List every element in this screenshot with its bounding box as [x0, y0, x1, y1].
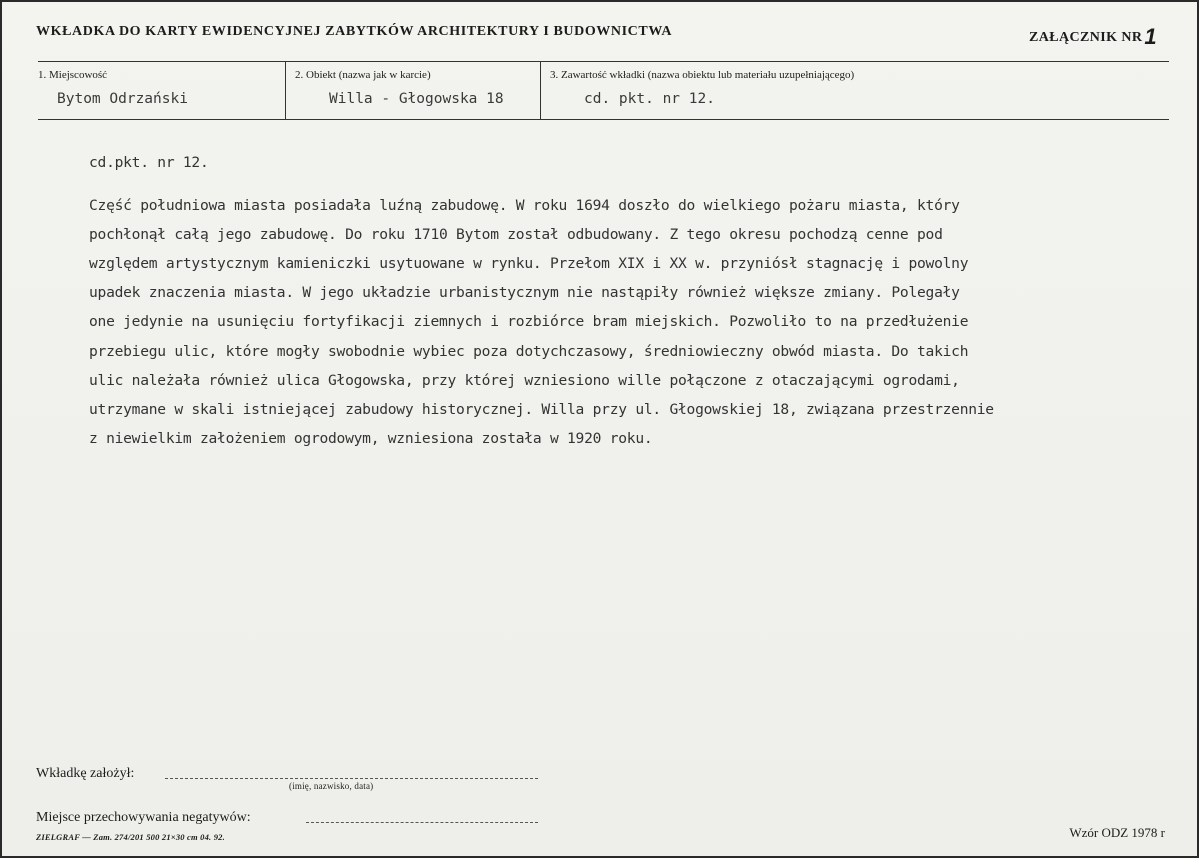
field-value-contents: cd. pkt. nr 12.	[584, 91, 715, 107]
field-divider-2	[540, 62, 541, 119]
body-line: ulic należała również ulica Głogowska, przy której wzniesiono wille połączone z otaczającymi ogrodami,	[89, 371, 960, 389]
field-value-locality: Bytom Odrzański	[57, 91, 188, 107]
field-label-locality: 1. Miejscowość	[38, 69, 108, 81]
body-line: pochłonął całą jego zabudowę. Do roku 1710 Bytom został odbudowany. Z tego okresu pochodzą cenne pod	[89, 225, 943, 243]
header-rule-bottom	[38, 119, 1169, 120]
content-heading: cd.pkt. nr 12.	[89, 154, 209, 171]
storage-label: Miejsce przechowywania negatywów:	[36, 810, 251, 825]
header-rule-top	[38, 61, 1169, 62]
field-value-object: Willa - Głogowska 18	[329, 91, 504, 107]
content-body	[89, 184, 1164, 461]
storage-line	[306, 822, 538, 823]
printer-imprint: ZIELGRAF — Zam. 274/201 500 21×30 cm 04. 92.	[36, 832, 225, 842]
body-line: z niewielkim założeniem ogrodowym, wzniesiona została w 1920 roku.	[89, 430, 653, 448]
field-label-object: 2. Obiekt (nazwa jak w karcie)	[295, 69, 431, 81]
attachment-label-text: ZAŁĄCZNIK NR	[1029, 30, 1143, 45]
body-line: przebiegu ulic, które mogły swobodnie wybiec poza dotychczasowy, średniowieczny obwód miasta. Do takich	[89, 342, 969, 360]
form-title: WKŁADKA DO KARTY EWIDENCYJNEJ ZABYTKÓW ARCHITEKTURY I BUDOWNICTWA	[36, 24, 673, 39]
signature-hint: (imię, nazwisko, data)	[289, 781, 374, 791]
body-line: utrzymane w skali istniejącej zabudowy historycznej. Willa przy ul. Głogowskiej 18, związana przestrzennie	[89, 400, 994, 418]
body-line: względem artystycznym kamieniczki usytuowane w rynku. Przełom XIX i XX w. przyniósł stagnację i powolny	[89, 254, 969, 272]
signature-label: Wkładkę założył:	[36, 766, 135, 781]
form-model: Wzór ODZ 1978 r	[1069, 825, 1165, 840]
body-line: upadek znaczenia miasta. W jego układzie urbanistycznym nie nastąpiły również większe zmiany. Polegały	[89, 284, 960, 302]
field-divider-1	[285, 62, 286, 119]
attachment-label	[1029, 24, 1157, 50]
field-label-contents: 3. Zawartość wkładki (nazwa obiektu lub materiału uzupełniającego)	[550, 69, 855, 81]
attachment-number: 1	[1144, 24, 1157, 49]
body-line: one jedynie na usunięciu fortyfikacji ziemnych i rozbiórce bram miejskich. Pozwoliło to na przedłużenie	[89, 313, 969, 331]
body-line: Część południowa miasta posiadała luźną zabudowę. W roku 1694 doszło do wielkiego pożaru miasta, który	[89, 196, 960, 214]
signature-line	[165, 778, 538, 779]
